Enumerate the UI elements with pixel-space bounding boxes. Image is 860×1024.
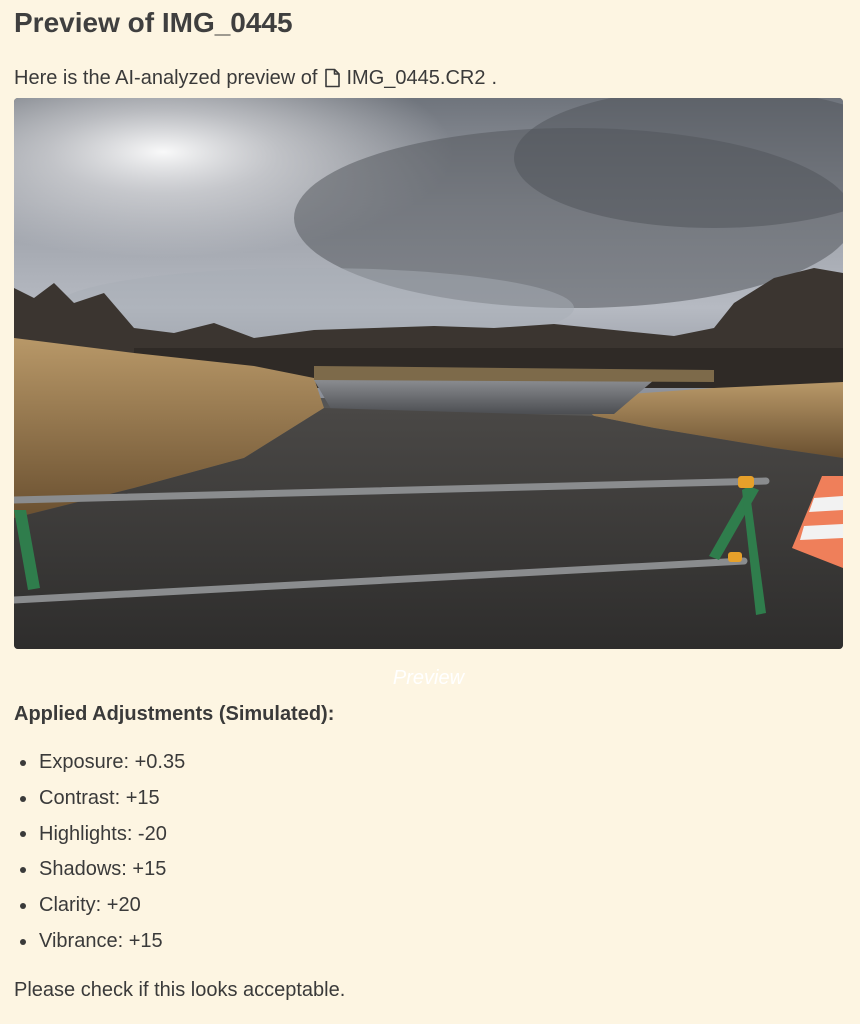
landscape-photo <box>14 98 843 649</box>
list-item <box>14 745 185 781</box>
document-icon <box>324 68 341 88</box>
page-title: Preview of IMG_0445 <box>14 7 293 38</box>
intro-suffix: . <box>491 67 498 89</box>
bullet-icon <box>20 831 26 837</box>
list-item <box>14 888 185 924</box>
adjustments-list <box>14 745 185 960</box>
bullet-icon <box>20 903 26 909</box>
adjustment-exposure: Exposure: +0.35 <box>39 751 186 773</box>
closing-text: Please check if this looks acceptable. <box>14 979 346 1001</box>
preview-caption: Preview <box>392 667 465 689</box>
preview-image <box>14 98 843 649</box>
list-item <box>14 924 185 960</box>
file-reference[interactable] <box>324 64 486 92</box>
adjustments-heading: Applied Adjustments (Simulated): <box>14 703 335 725</box>
adjustment-clarity: Clarity: +20 <box>39 894 141 917</box>
adjustment-contrast: Contrast: +15 <box>39 786 160 809</box>
bullet-icon <box>20 760 26 766</box>
bullet-icon <box>20 939 26 945</box>
adjustment-highlights: Highlights: -20 <box>39 822 167 845</box>
adjustment-shadows: Shadows: +15 <box>39 858 167 881</box>
list-item <box>14 817 185 853</box>
intro-line <box>14 64 846 92</box>
bullet-icon <box>20 867 26 873</box>
list-item <box>14 781 185 817</box>
bullet-icon <box>20 796 26 802</box>
intro-text: Here is the AI-analyzed preview of <box>14 67 318 89</box>
list-item <box>14 852 185 888</box>
file-name: IMG_0445.CR2 <box>346 67 486 89</box>
adjustment-vibrance: Vibrance: +15 <box>39 929 163 952</box>
